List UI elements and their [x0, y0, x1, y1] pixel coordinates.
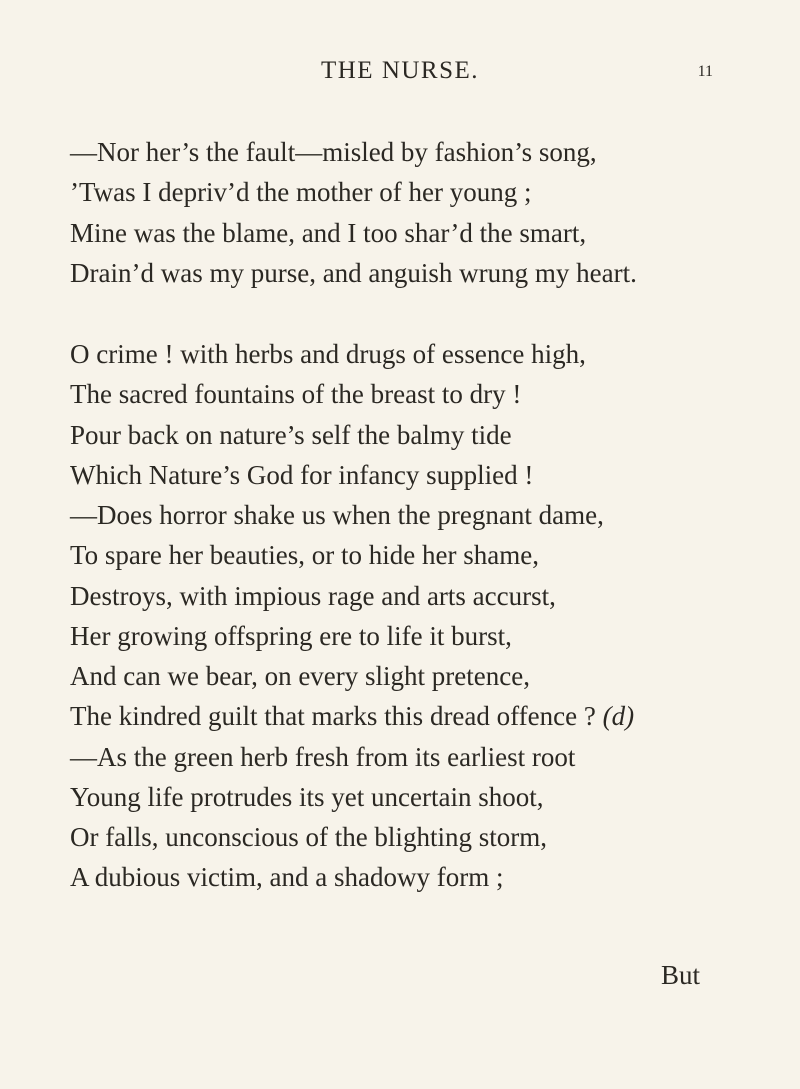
verse-line: —Nor her’s the fault—misled by fashion’s song, [70, 137, 597, 167]
verse-line-text: The kindred guilt that marks this dread offence ? [70, 701, 596, 732]
verse-line: Destroys, with impious rage and arts accurst, [70, 580, 556, 611]
verse-line: —Does horror shake us when the pregnant dame, [70, 500, 604, 530]
page-number: 11 [697, 63, 713, 80]
verse-line: To spare her beauties, or to hide her shame, [70, 540, 539, 571]
verse-line: Her growing offspring ere to life it burst, [70, 620, 512, 651]
verse-line: —As the green herb fresh from its earliest root [70, 741, 576, 772]
verse-line: A dubious victim, and a shadowy form ; [70, 862, 504, 893]
stanza-1 [70, 132, 760, 293]
verse-line: Mine was the blame, and I too shar’d the smart, [70, 217, 587, 248]
stanza-2 [70, 334, 760, 898]
verse-line: Or falls, unconscious of the blighting storm, [70, 822, 547, 852]
verse-line: Pour back on nature’s self the balmy tide [70, 419, 512, 450]
verse-line: O crime ! with herbs and drugs of essence high, [70, 339, 586, 369]
footnote-reference[interactable]: (d) [602, 701, 635, 732]
verse-line: The sacred fountains of the breast to dry ! [70, 379, 522, 410]
running-title: THE NURSE. [320, 57, 480, 84]
verse-line: Drain’d was my purse, and anguish wrung my heart. [70, 257, 637, 288]
verse-line: ’Twas I depriv’d the mother of her young ; [70, 177, 532, 208]
verse-line-with-note [70, 696, 760, 736]
verse-line: Which Nature’s God for infancy supplied ! [70, 459, 534, 490]
verse-line: And can we bear, on every slight pretence, [70, 661, 530, 691]
catchword: But [660, 960, 700, 990]
verse-line: Young life protrudes its yet uncertain shoot, [70, 781, 544, 812]
